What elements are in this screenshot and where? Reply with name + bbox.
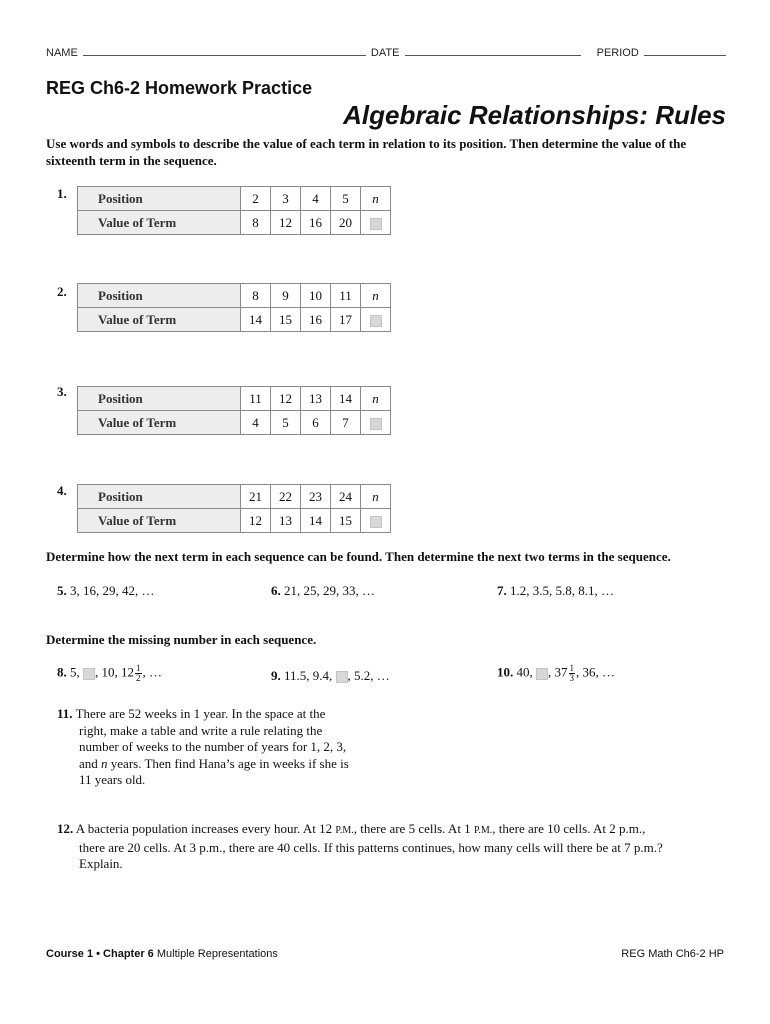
cell: 24 [331, 485, 361, 509]
problem-text: number of weeks to the number of years for 1, 2, 3, [79, 739, 347, 754]
problem-10 [497, 664, 615, 683]
sequence-text: 3, 16, 29, 42, … [70, 583, 155, 598]
problem-number: 5. [57, 583, 67, 598]
cell: 12 [241, 509, 271, 533]
cell: 17 [331, 308, 361, 332]
cell: 12 [271, 387, 301, 411]
sequence-text: 11.5, 9.4, [284, 668, 333, 683]
sequence-table-2 [77, 283, 391, 332]
problem-text: 11 years old. [79, 772, 146, 787]
period-blank [644, 46, 726, 56]
problem-6 [271, 583, 375, 599]
variable: n [101, 755, 108, 771]
problem-text: right, make a table and write a rule relating the [79, 722, 323, 738]
cell: 10 [301, 284, 331, 308]
cell: 22 [271, 485, 301, 509]
sequence-text: 21, 25, 29, 33, … [284, 583, 375, 598]
problem-1 [57, 186, 67, 202]
sequence-text: , 5.2, … [347, 668, 390, 683]
row-label: Position [78, 387, 241, 411]
cell: 9 [271, 284, 301, 308]
answer-cell[interactable] [361, 411, 391, 435]
answer-cell[interactable] [361, 308, 391, 332]
cell: 16 [301, 308, 331, 332]
value-row [78, 509, 391, 533]
lesson-title: Algebraic Relationships: Rules [343, 100, 726, 130]
cell: 7 [331, 411, 361, 435]
problem-text: A bacteria population increases every hour. At 12 [75, 821, 333, 836]
time-suffix: P.M. [335, 825, 354, 836]
footer-course-label: Course 1 • Chapter 6 [46, 948, 154, 960]
row-label: Value of Term [78, 411, 241, 435]
footer-course [46, 948, 278, 960]
problem-8 [57, 664, 162, 683]
problem-9 [271, 668, 390, 684]
date-blank [405, 46, 581, 56]
position-row [78, 485, 391, 509]
cell: 6 [301, 411, 331, 435]
time-suffix: P.M. [473, 825, 493, 836]
sequence-text: , … [142, 664, 162, 680]
answer-box[interactable] [536, 668, 548, 680]
sequence-text: , 36, … [576, 664, 615, 680]
footer-code: REG Math Ch6-2 HP [621, 948, 724, 960]
cell: 12 [271, 211, 301, 235]
cell: 16 [301, 211, 331, 235]
answer-box[interactable] [370, 315, 382, 327]
name-label: NAME [46, 47, 78, 59]
answer-box[interactable] [83, 668, 95, 680]
problem-number: 3. [57, 384, 67, 399]
sequence-text: 1.2, 3.5, 5.8, 8.1, … [510, 583, 614, 598]
row-label: Value of Term [78, 211, 241, 235]
problem-12 [57, 821, 737, 873]
problem-2 [57, 284, 67, 300]
sequence-text: 40, [516, 664, 533, 680]
cell: 4 [301, 187, 331, 211]
fraction [135, 664, 142, 683]
footer-chapter-name: Multiple Representations [156, 948, 278, 960]
cell: 23 [301, 485, 331, 509]
sequence-table-1 [77, 186, 391, 235]
value-row [78, 411, 391, 435]
problem-number: 1. [57, 186, 67, 201]
problem-3 [57, 384, 67, 400]
problem-number: 9. [271, 668, 281, 683]
cell: 8 [241, 284, 271, 308]
problem-number: 2. [57, 284, 67, 299]
problem-text: and [79, 755, 98, 771]
problem-text: there are 20 cells. At 3 p.m., there are 40 cells. If this patterns continues, how many cells will there be at 7 p.m.? [79, 839, 663, 855]
problem-number: 12. [57, 821, 74, 836]
answer-cell[interactable] [361, 509, 391, 533]
instructions: Use words and symbols to describe the value of each term in relation to its position. Then determine the value of the sixteenth term in the sequence. [46, 136, 687, 168]
row-label: Value of Term [78, 509, 241, 533]
section-3-heading: Determine the missing number in each sequence. [46, 632, 317, 647]
fraction-numerator: 1 [136, 663, 141, 673]
position-row [78, 284, 391, 308]
period-label: PERIOD [596, 47, 639, 59]
fraction-denominator: 2 [136, 673, 141, 683]
problem-number: 6. [271, 583, 281, 598]
problem-text: years. Then find Hana’s age in weeks if she is [110, 755, 349, 771]
variable-cell: n [361, 187, 391, 211]
sequence-table-3 [77, 386, 391, 435]
answer-box[interactable] [370, 516, 382, 528]
sequence-table-4 [77, 484, 391, 533]
row-label: Value of Term [78, 308, 241, 332]
section-2-heading: Determine how the next term in each sequence can be found. Then determine the next two terms in the sequence. [46, 549, 671, 564]
cell: 5 [271, 411, 301, 435]
problem-7 [497, 583, 614, 599]
answer-box[interactable] [336, 671, 348, 683]
cell: 14 [241, 308, 271, 332]
problem-number: 10. [497, 664, 514, 680]
problem-text: There are 52 weeks in 1 year. In the space at the [75, 706, 326, 721]
cell: 13 [301, 387, 331, 411]
value-row [78, 211, 391, 235]
header-fields [46, 46, 736, 59]
cell: 8 [241, 211, 271, 235]
cell: 11 [331, 284, 361, 308]
problem-number: 8. [57, 664, 67, 680]
problem-5 [57, 583, 155, 599]
name-blank [83, 46, 366, 56]
cell: 2 [241, 187, 271, 211]
cell: 5 [331, 187, 361, 211]
fraction-numerator: 1 [569, 663, 574, 673]
sequence-text: , 10, 12 [95, 664, 134, 680]
problem-11 [57, 706, 377, 789]
problem-number: 11. [57, 706, 73, 721]
position-row [78, 187, 391, 211]
problem-number: 7. [497, 583, 507, 598]
value-row [78, 308, 391, 332]
sequence-text: , 37 [548, 664, 568, 680]
sequence-text: 5, [70, 664, 80, 680]
row-label: Position [78, 187, 241, 211]
cell: 21 [241, 485, 271, 509]
date-label: DATE [370, 47, 400, 59]
problem-text: Explain. [79, 856, 123, 871]
homework-title: REG Ch6-2 Homework Practice [46, 78, 313, 98]
fraction-denominator: 3 [569, 673, 574, 683]
variable-cell: n [361, 284, 391, 308]
variable-cell: n [361, 387, 391, 411]
cell: 20 [331, 211, 361, 235]
answer-cell[interactable] [361, 211, 391, 235]
answer-box[interactable] [370, 218, 382, 230]
answer-box[interactable] [370, 418, 382, 430]
problem-4 [57, 483, 67, 499]
row-label: Position [78, 485, 241, 509]
cell: 4 [241, 411, 271, 435]
cell: 13 [271, 509, 301, 533]
problem-number: 4. [57, 483, 67, 498]
cell: 14 [331, 387, 361, 411]
cell: 11 [241, 387, 271, 411]
problem-text: , there are 5 cells. At 1 [353, 821, 471, 836]
variable-cell: n [361, 485, 391, 509]
row-label: Position [78, 284, 241, 308]
cell: 3 [271, 187, 301, 211]
position-row [78, 387, 391, 411]
problem-text: , there are 10 cells. At 2 p.m., [492, 821, 646, 836]
fraction [569, 664, 576, 683]
cell: 15 [331, 509, 361, 533]
cell: 14 [301, 509, 331, 533]
cell: 15 [271, 308, 301, 332]
